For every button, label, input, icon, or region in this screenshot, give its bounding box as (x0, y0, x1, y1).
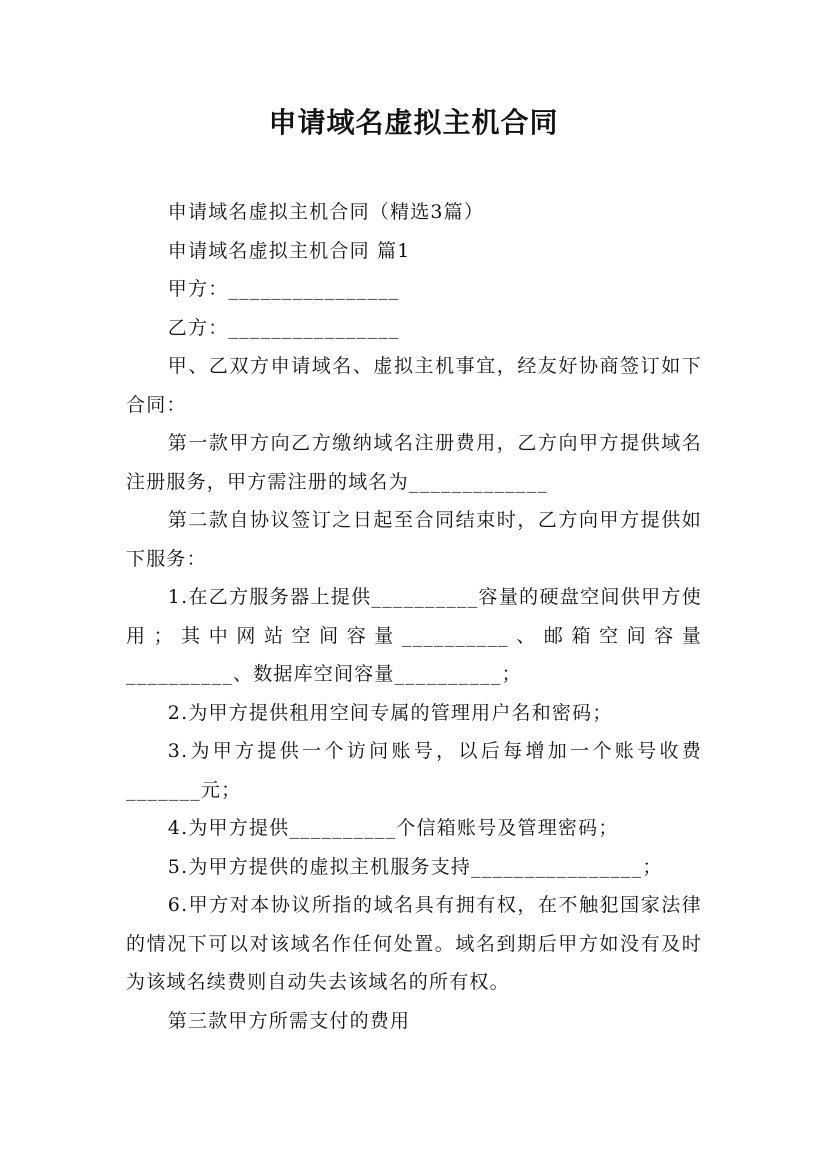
paragraph-clause-1: 第一款甲方向乙方缴纳域名注册费用，乙方向甲方提供域名注册服务，甲方需注册的域名为_____________ (126, 432, 702, 493)
document-title: 申请域名虚拟主机合同 (268, 106, 559, 139)
paragraph-item-6: 6.甲方对本协议所指的域名具有拥有权，在不触犯国家法律的情况下可以对该域名作任何处置。域名到期后甲方如没有及时为该域名续费则自动失去该域名的所有权。 (126, 894, 702, 993)
paragraph-item-1: 1.在乙方服务器上提供__________容量的硬盘空间供甲方使用；其中网站空间容量__________、邮箱空间容量__________、数据库空间容量__________； (126, 586, 702, 685)
paragraph-party-b: 乙方：________________ (167, 316, 400, 339)
paragraph-item-3: 3.为甲方提供一个访问账号，以后每增加一个账号收费_______元； (126, 740, 702, 801)
paragraph-party-a: 甲方：________________ (167, 278, 400, 300)
document-body (126, 193, 702, 1040)
paragraph-intro: 甲、乙双方申请域名、虚拟主机事宜，经友好协商签订如下合同： (126, 355, 702, 416)
paragraph-item-2: 2.为甲方提供租用空间专属的管理用户名和密码； (167, 701, 613, 724)
paragraph-item-4: 4.为甲方提供__________个信箱账号及管理密码； (167, 817, 619, 839)
paragraph-clause-2: 第二款自协议签订之日起至合同结束时，乙方向甲方提供如下服务： (126, 509, 702, 570)
paragraph-item-5: 5.为甲方提供的虚拟主机服务支持________________； (167, 855, 663, 878)
paragraph-section-heading: 申请域名虚拟主机合同 篇1 (167, 239, 411, 262)
paragraph-subtitle: 申请域名虚拟主机合同（精选3篇） (167, 201, 485, 223)
paragraph-clause-3: 第三款甲方所需支付的费用 (167, 1009, 411, 1032)
